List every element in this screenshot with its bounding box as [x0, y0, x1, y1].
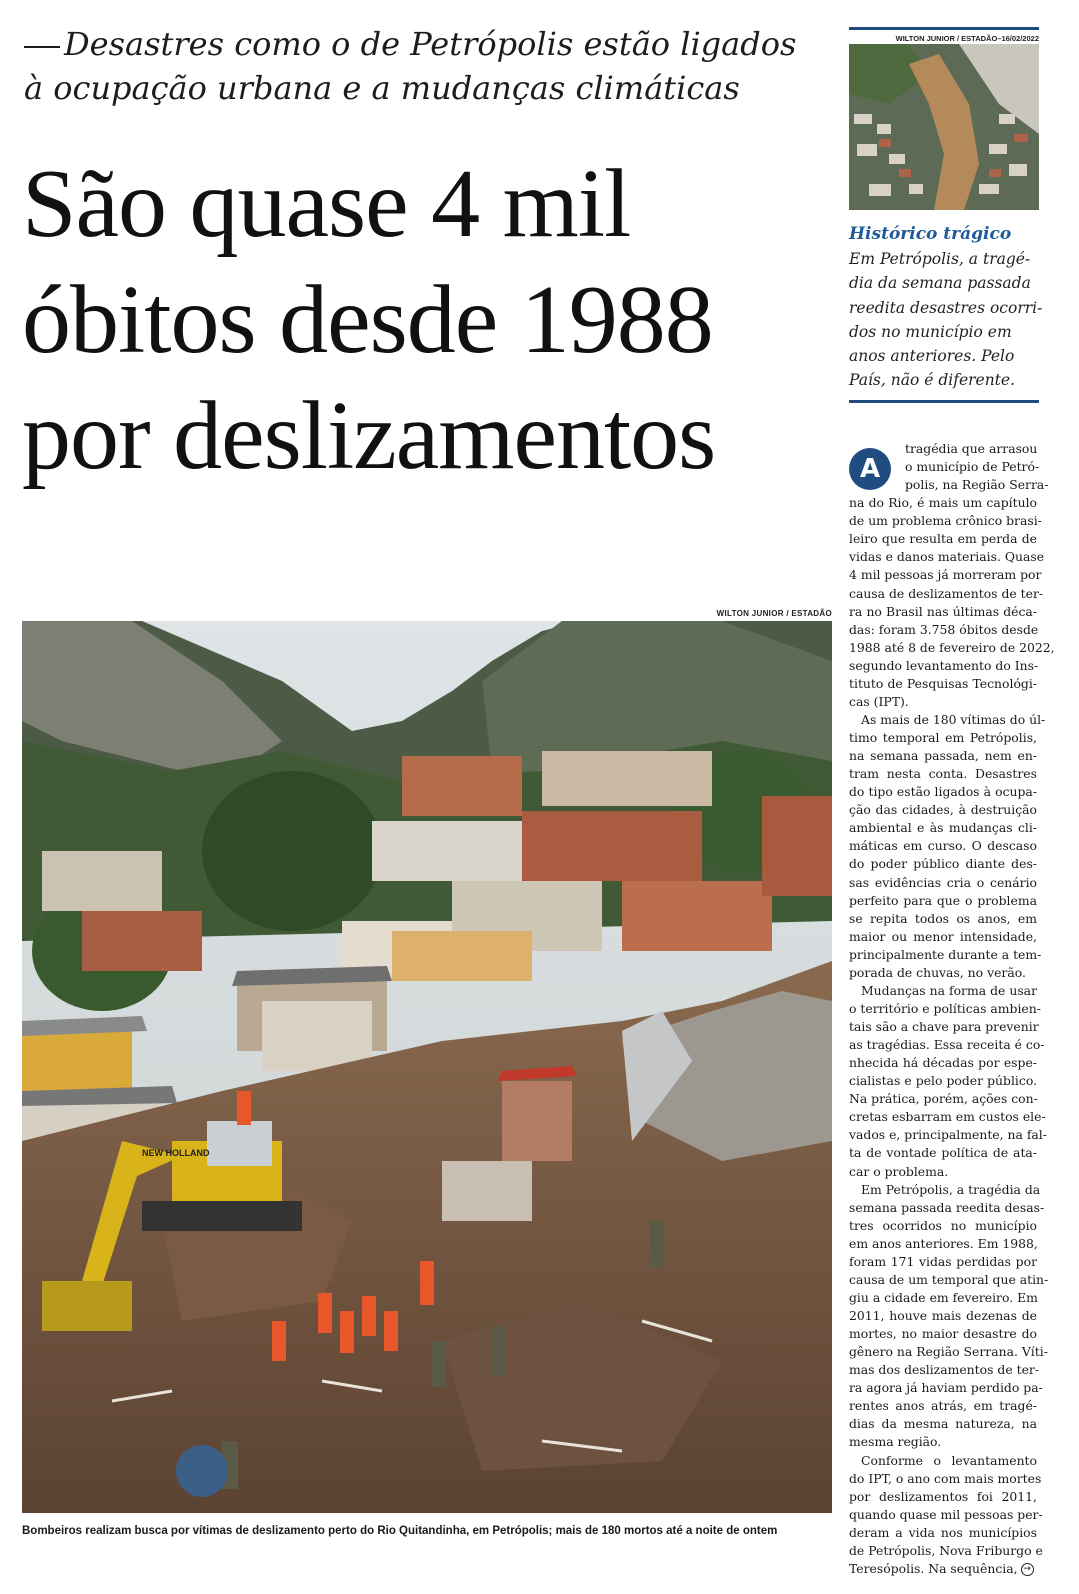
body-line: sas evidências cria o cenário: [849, 874, 1037, 890]
body-line: cas (IPT).: [849, 693, 909, 709]
body-line: máticas em curso. O descaso: [849, 838, 1037, 854]
sidebar-line: dos no município em: [849, 322, 1012, 341]
body-line: tituto de Pesquisas Tecnológi-: [849, 675, 1037, 691]
body-line: tais são a chave para prevenir: [849, 1019, 1039, 1034]
body-line: cretas esbarram em custos ele-: [849, 1109, 1046, 1125]
sidebar-line: dia da semana passada: [849, 274, 1031, 293]
body-line: mortes, no maior desastre do: [849, 1326, 1037, 1342]
body-line: quando quase mil pessoas per-: [849, 1506, 1043, 1522]
body-line: foram 171 vidas perdidas por: [849, 1253, 1037, 1269]
body-line: o território e políticas ambien-: [849, 1000, 1041, 1016]
body-line: tram nesta conta. Desastres: [849, 766, 1037, 782]
body-line: ra agora já haviam perdido pa-: [849, 1380, 1043, 1396]
body-line: cialistas e pelo poder público.: [849, 1073, 1037, 1089]
body-line: do poder público diante des-: [849, 856, 1037, 872]
body-line: tragédia que arrasou: [905, 441, 1038, 456]
body-line: 4 mil pessoas já morreram por: [849, 567, 1042, 583]
body-line: de um problema crônico brasi-: [849, 513, 1042, 529]
body-line: polis, na Região Serra-: [905, 477, 1049, 493]
article-headline: [22, 146, 822, 494]
body-line: Conforme o levantamento: [861, 1452, 1037, 1468]
sidebar-line: Em Petrópolis, a tragé-: [849, 250, 1031, 268]
sidebar-photo: [849, 44, 1039, 210]
body-line: as tragédias. Essa receita é co-: [849, 1037, 1045, 1053]
body-line: rentes anos atrás, em tragé-: [849, 1398, 1037, 1414]
body-line: ta de vontade política de ata-: [849, 1145, 1037, 1161]
headline-line-3: por deslizamentos: [22, 382, 716, 490]
body-line: vidas e danos materiais. Quase: [849, 549, 1045, 565]
sidebar-line: anos anteriores. Pelo: [849, 347, 1015, 366]
body-line: 2011, houve mais dezenas de: [849, 1308, 1037, 1323]
sidebar-title: Histórico trágico: [849, 224, 1012, 244]
main-photo-credit: WILTON JUNIOR / ESTADÃO: [716, 609, 832, 618]
sidebar-top-rule: [849, 27, 1039, 30]
main-photo: [22, 621, 832, 1513]
body-line: timo temporal em Petrópolis,: [849, 730, 1037, 745]
body-line: ambiental e às mudanças cli-: [849, 820, 1037, 836]
body-line: na semana passada, nem en-: [849, 748, 1037, 764]
body-line: na do Rio, é mais um capítulo: [849, 495, 1037, 511]
arrow-right-icon: →: [1021, 1563, 1034, 1576]
headline-line-1: São quase 4 mil: [22, 150, 631, 258]
body-line: gênero na Região Serrana. Víti-: [849, 1344, 1048, 1360]
body-line: mas dos deslizamentos de ter-: [849, 1362, 1040, 1378]
body-line: de Petrópolis, Nova Friburgo e: [849, 1542, 1043, 1558]
body-line: deram a vida nos municípios: [849, 1524, 1037, 1540]
main-photo-caption: Bombeiros realizam busca por vítimas de deslizamento perto do Rio Quitandinha, em Petrópolis; mais de 180 mortos até a noite de ontem: [22, 1525, 778, 1537]
body-line: segundo levantamento do Ins-: [849, 657, 1039, 673]
article-kicker: [24, 22, 814, 110]
body-line: o município de Petró-: [905, 459, 1040, 475]
kicker-text: Desastres como o de Petrópolis estão ligados à ocupação urbana e a mudanças climáticas: [24, 25, 797, 107]
body-line: principalmente durante a tem-: [849, 946, 1042, 962]
body-line: causa de um temporal que atin-: [849, 1271, 1049, 1287]
body-line: nhecida há décadas por espe-: [849, 1055, 1037, 1071]
kicker-dash: [24, 46, 60, 48]
sidebar-photo-credit: WILTON JUNIOR / ESTADÃO–16/02/2022: [895, 34, 1039, 43]
body-line: perfeito para que o problema: [849, 892, 1037, 908]
body-line: ra no Brasil nas últimas déca-: [849, 603, 1037, 619]
body-line: porada de chuvas, no verão.: [849, 964, 1026, 980]
body-line: [849, 1560, 1037, 1578]
body-line: causa de deslizamentos de ter-: [849, 585, 1044, 601]
body-line: Na prática, porém, ações con-: [849, 1091, 1038, 1107]
body-line: 1988 até 8 de fevereiro de 2022,: [849, 639, 1055, 655]
body-line: do IPT, o ano com mais mortes: [849, 1470, 1042, 1486]
body-line: tres ocorridos no município: [849, 1217, 1037, 1233]
sidebar-line: País, não é diferente.: [849, 371, 1016, 390]
body-line: semana passada reedita desas-: [849, 1199, 1045, 1215]
body-line: As mais de 180 vítimas do úl-: [861, 711, 1046, 727]
body-line: do tipo estão ligados à ocupa-: [849, 784, 1037, 800]
body-line: se repita todos os anos, em: [849, 910, 1037, 926]
body-line: em anos anteriores. Em 1988,: [849, 1235, 1038, 1251]
body-line: maior ou menor intensidade,: [849, 928, 1037, 944]
sidebar-text: [849, 247, 1043, 393]
body-line-text: Teresópolis. Na sequência,: [849, 1560, 1018, 1576]
article-body: [849, 440, 1055, 1578]
body-line: mesma região.: [849, 1434, 942, 1450]
sidebar-bottom-rule: [849, 400, 1039, 403]
excavator-text: NEW HOLLAND: [142, 1148, 210, 1158]
body-line: leiro que resulta em perda de: [849, 531, 1037, 547]
body-line: giu a cidade em fevereiro. Em: [849, 1289, 1038, 1305]
body-line: Mudanças na forma de usar: [861, 982, 1037, 998]
body-line: das: foram 3.758 óbitos desde: [849, 621, 1039, 637]
body-line: por deslizamentos foi 2011,: [849, 1488, 1037, 1504]
body-dropcap: A: [849, 448, 891, 490]
sidebar-line: reedita desastres ocorri-: [849, 298, 1043, 317]
body-line: dias da mesma natureza, na: [849, 1416, 1037, 1432]
headline-line-2: óbitos desde 1988: [22, 266, 713, 374]
body-line: Em Petrópolis, a tragédia da: [861, 1181, 1041, 1197]
body-line: vados e, principalmente, na fal-: [849, 1127, 1047, 1143]
body-line: ção das cidades, à destruição: [849, 802, 1037, 818]
body-line: car o problema.: [849, 1163, 949, 1179]
